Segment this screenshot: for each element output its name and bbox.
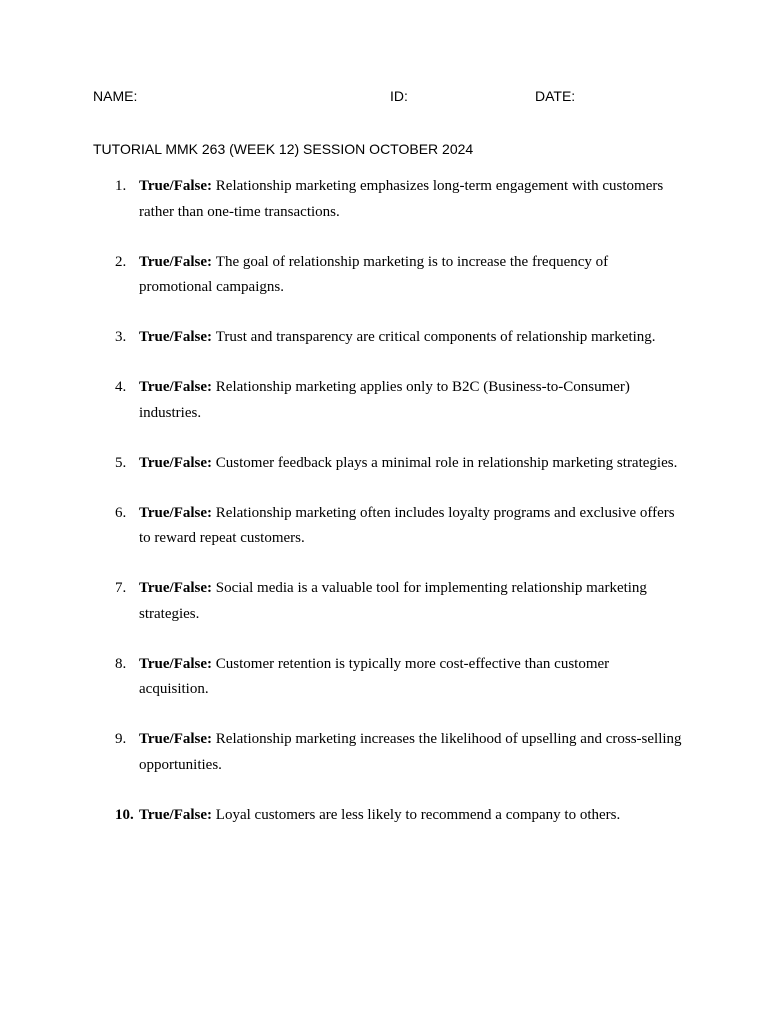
question-number: 3.	[115, 329, 127, 345]
question-text: The goal of relationship marketing is to increase the frequency of promotional campaigns.	[139, 253, 609, 295]
question-type-label: True/False:	[139, 504, 216, 521]
question-text: Relationship marketing often includes loyalty programs and exclusive offers to reward repeat customers.	[139, 504, 675, 546]
tutorial-title: TUTORIAL MMK 263 (WEEK 12) SESSION OCTOBER 2024	[93, 141, 474, 157]
question-number: 7.	[115, 580, 127, 596]
question-type-label: True/False:	[139, 806, 216, 823]
question-item	[0, 174, 768, 225]
question-number: 5.	[115, 454, 127, 471]
question-item	[0, 803, 768, 829]
question-text: Loyal customers are less likely to recommend a company to others.	[215, 806, 621, 823]
question-number: 4.	[115, 379, 127, 395]
question-text: Relationship marketing applies only to B2C (Business-to-Consumer) industries.	[139, 379, 630, 421]
student-info-header	[93, 88, 693, 108]
question-type-label: True/False:	[139, 379, 216, 395]
question-type-label: True/False:	[139, 253, 216, 270]
question-number: 9.	[115, 731, 127, 747]
question-number: 2.	[115, 253, 127, 270]
question-text: Trust and transparency are critical components of relationship marketing.	[215, 329, 656, 345]
question-number: 1.	[115, 178, 127, 194]
question-number: 6.	[115, 504, 127, 521]
date-label: DATE:	[535, 88, 576, 104]
question-item	[0, 576, 768, 627]
question-number: 8.	[115, 655, 127, 672]
question-item	[0, 451, 768, 477]
question-text: Customer retention is typically more cost-effective than customer acquisition.	[139, 655, 610, 697]
question-item	[0, 501, 768, 552]
question-text: Social media is a valuable tool for implementing relationship marketing strategies.	[139, 580, 647, 622]
question-type-label: True/False:	[139, 655, 216, 672]
name-label: NAME:	[93, 88, 138, 104]
question-list	[0, 174, 768, 853]
question-type-label: True/False:	[139, 731, 216, 747]
id-label: ID:	[390, 88, 408, 104]
question-text: Relationship marketing emphasizes long-term engagement with customers rather than one-time transactions.	[139, 178, 664, 220]
question-item	[0, 325, 768, 351]
question-item	[0, 375, 768, 426]
question-type-label: True/False:	[139, 580, 216, 596]
question-type-label: True/False:	[139, 454, 216, 471]
question-item	[0, 652, 768, 703]
question-item	[0, 250, 768, 301]
question-text: Customer feedback plays a minimal role in relationship marketing strategies.	[215, 454, 678, 471]
question-item	[0, 727, 768, 778]
question-type-label: True/False:	[139, 178, 216, 194]
question-text: Relationship marketing increases the likelihood of upselling and cross-selling opportunities.	[139, 731, 682, 773]
question-number: 10.	[115, 806, 134, 823]
question-type-label: True/False:	[139, 329, 216, 345]
